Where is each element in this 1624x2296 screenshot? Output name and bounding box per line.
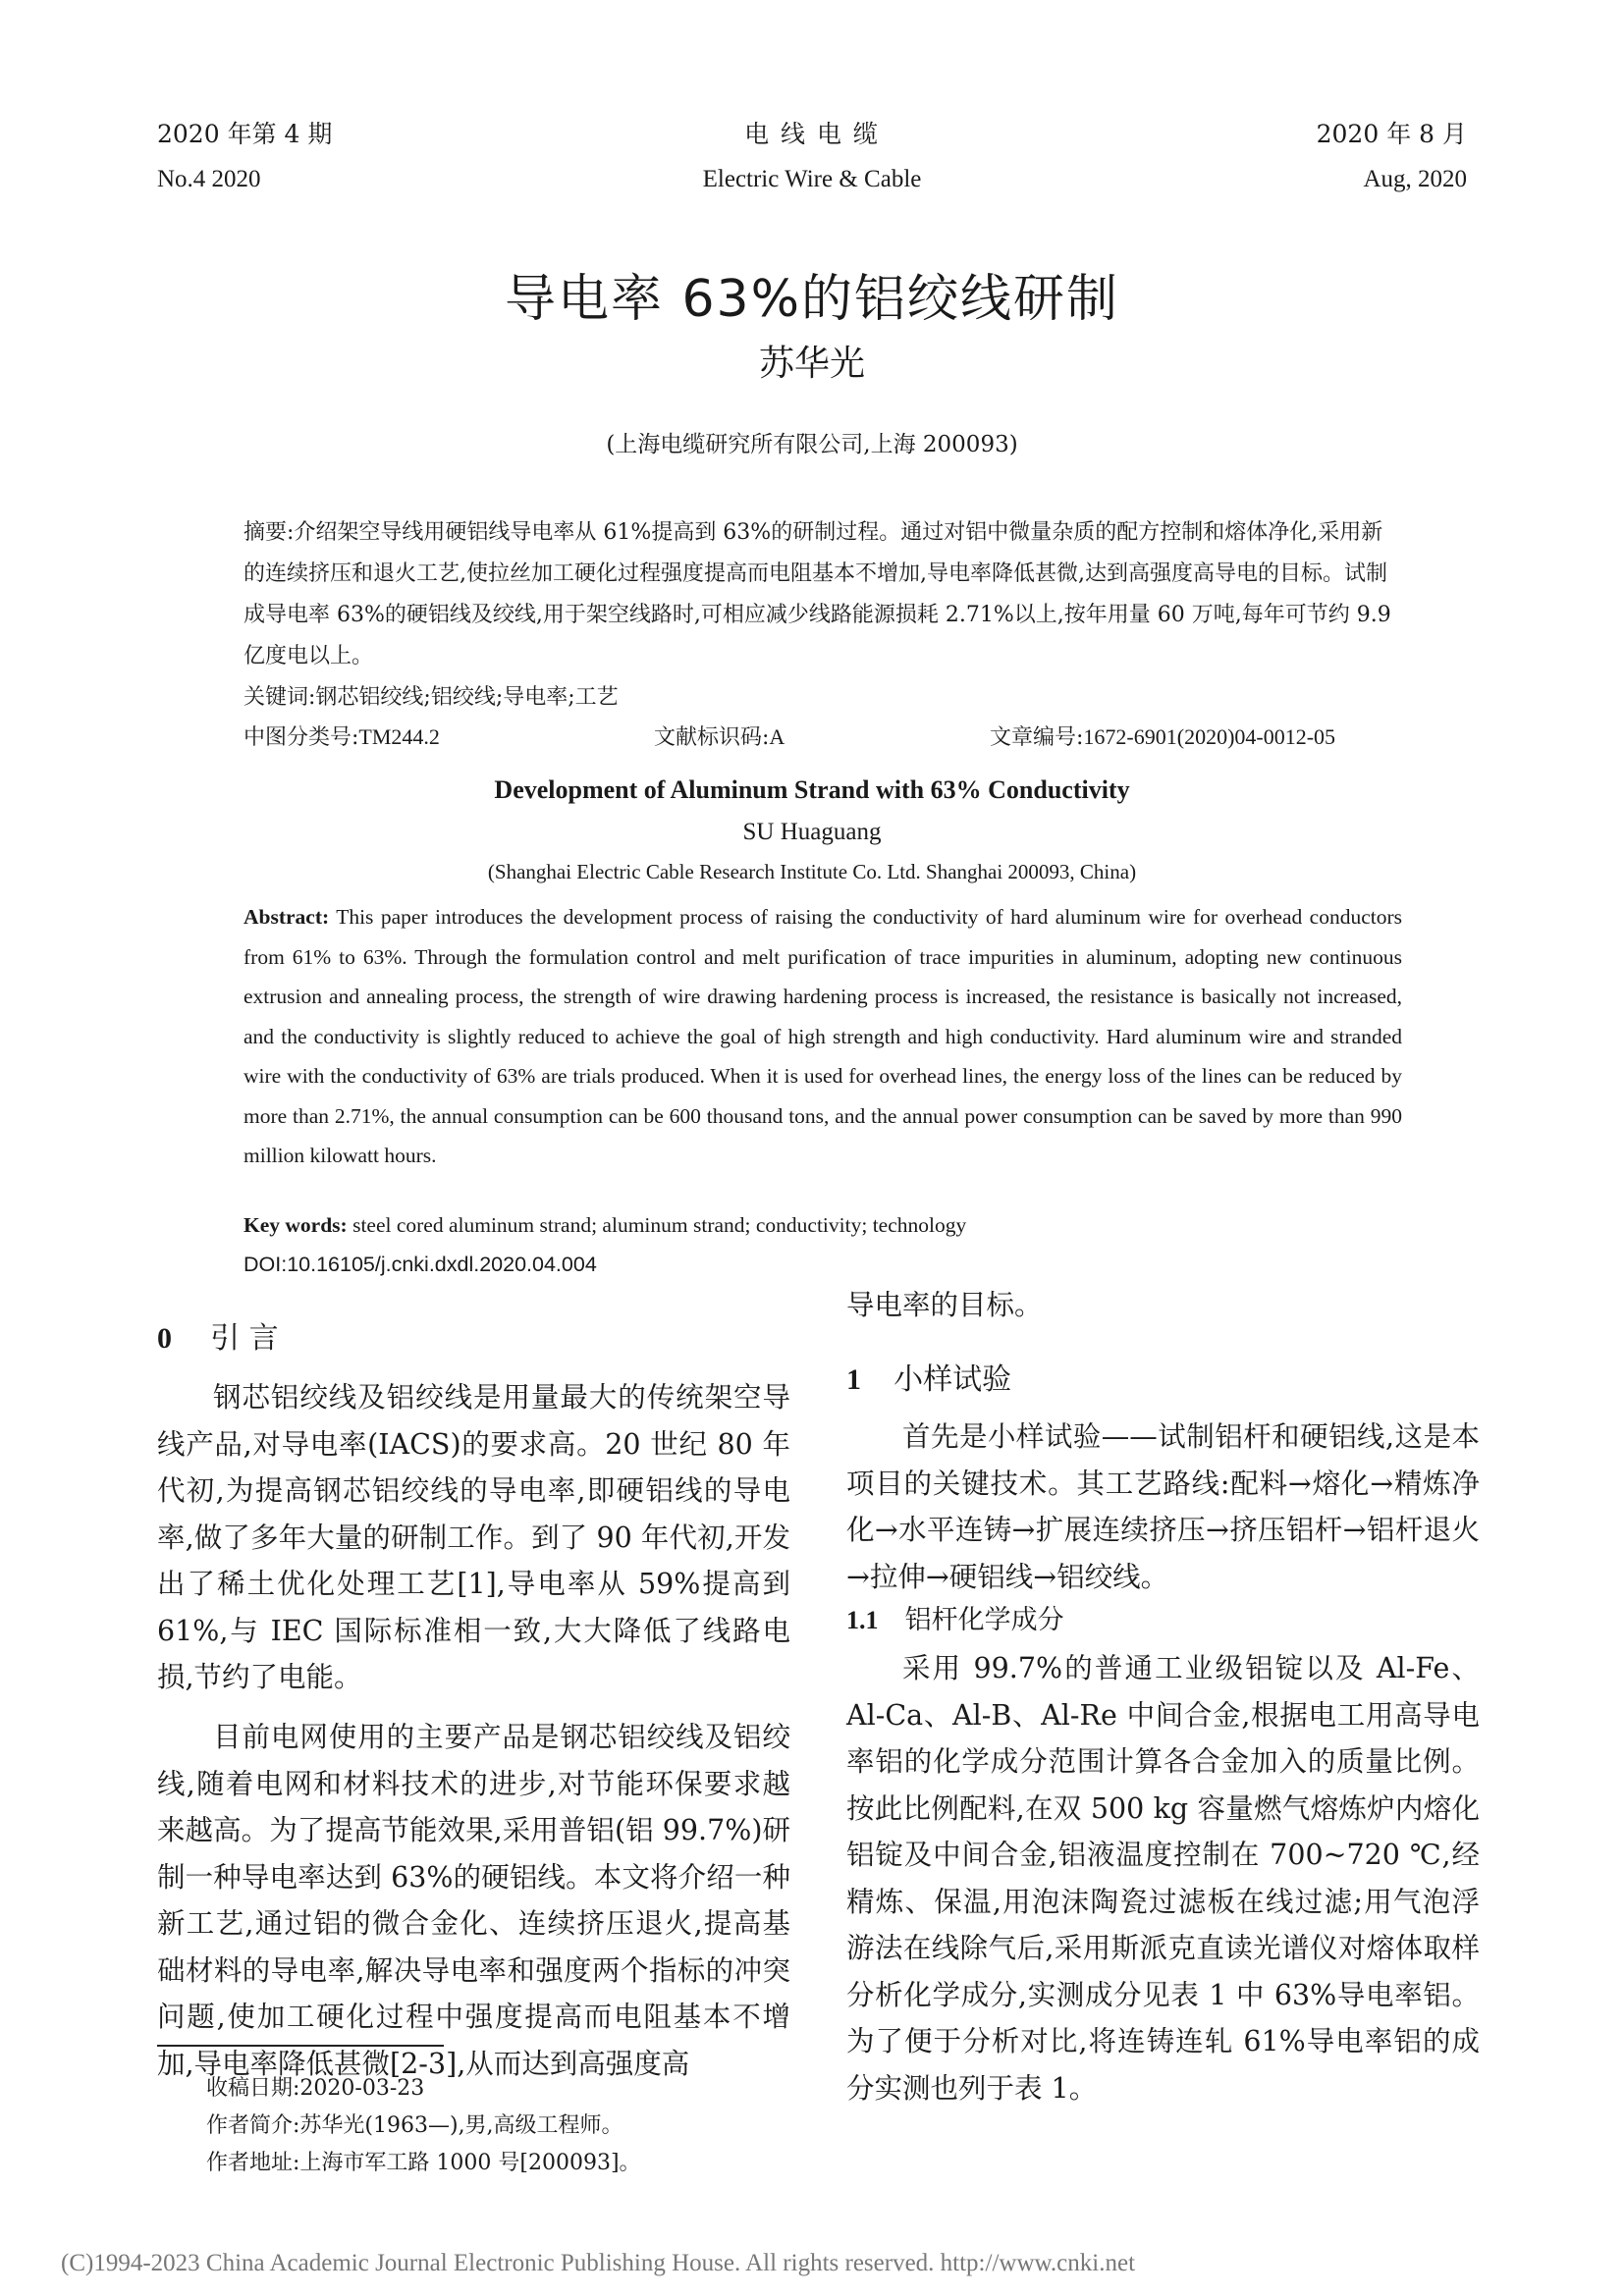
paper-title: 导电率 63%的铝绞线研制 xyxy=(504,270,1120,329)
en-keywords-text: steel cored aluminum strand; aluminum strand; conductivity; technology xyxy=(352,1213,967,1237)
section-1-number: 1 xyxy=(846,1363,861,1396)
en-keywords xyxy=(244,1213,966,1238)
article-number-value: 1672-6901(2020)04-0012-05 xyxy=(1083,724,1336,749)
section-0-paragraph-2: 目前电网使用的主要产品是钢芯铝绞线及铝绞线,随着电网和材料技术的进步,对节能环保要求越来越高。为了提高节能效果,采用普铝(铝 99.7%)研制一种导电率达到 63%的硬铝线。本文将介绍一种新工艺,通过铝的微合金化、连续挤压退火,提高基础材料的导电率,解决导电率和强度两个指标的冲突问题,使加工硬化过程中强度提高而电阻基本不增加,导电率降低甚微[2-3],从而达到高强度高 xyxy=(157,1721,790,2080)
clc-number xyxy=(244,717,440,759)
section-0-heading xyxy=(157,1313,279,1357)
header-date-cn: 2020 年 8 月 xyxy=(1316,120,1467,148)
footnote-received: 收稿日期:2020-03-23 xyxy=(206,2076,425,2101)
doi: DOI:10.16105/j.cnki.dxdl.2020.04.004 xyxy=(244,1253,597,1276)
section-0-continuation: 导电率的目标。 xyxy=(846,1289,1043,1321)
section-1-paragraph-1: 首先是小样试验——试制铝杆和硬铝线,这是本项目的关键技术。其工艺路线:配料→熔化→精炼净化→水平连铸→扩展连续挤压→挤压铝杆→铝杆退火→拉伸→硬铝线→铝绞线。 xyxy=(846,1420,1480,1593)
footnote-address: 作者地址:上海市军工路 1000 号[200093]。 xyxy=(206,2151,641,2175)
header-date-en: Aug, 2020 xyxy=(1363,166,1467,192)
cn-keywords-label: 关键词: xyxy=(244,685,316,710)
section-1-1-number: 1.1 xyxy=(846,1606,879,1634)
author-affiliation: (上海电缆研究所有限公司,上海 200093) xyxy=(606,432,1018,457)
en-abstract-label: Abstract: xyxy=(244,905,330,929)
section-1-1-heading xyxy=(846,1598,1064,1636)
doc-code-value: A xyxy=(769,724,785,749)
section-1-heading xyxy=(846,1355,1011,1398)
doc-code-label: 文献标识码: xyxy=(654,725,770,750)
en-author: SU Huaguang xyxy=(742,819,882,845)
en-affiliation: (Shanghai Electric Cable Research Institute Co. Ltd. Shanghai 200093, China) xyxy=(487,860,1137,883)
section-0-title: 引 言 xyxy=(210,1321,279,1356)
header-issue-cn: 2020 年第 4 期 xyxy=(157,120,333,148)
footnote-author-bio: 作者简介:苏华光(1963—),男,高级工程师。 xyxy=(206,2113,623,2138)
section-1-1-paragraph-1: 采用 99.7%的普通工业级铝锭以及 Al-Fe、Al-Ca、Al-B、Al-Re 中间合金,根据电工用高导电率铝的化学成分范围计算各合金加入的质量比例。按此比例配料,在双 500 kg 容量燃气熔炼炉内熔化铝锭及中间合金,铝液温度控制在 700~720 ℃,经精炼、保温,用泡沫陶瓷过滤板在线过滤;用气泡浮游法在线除气后,采用斯派克直读光谱仪对熔体取样分析化学成分,实测成分见表 1 中 63%导电率铝。为了便于分析对比,将连铸连轧 61%导电率铝的成分实测也列于表 1。 xyxy=(846,1652,1480,2105)
en-abstract xyxy=(244,897,1402,1176)
cn-keywords xyxy=(244,677,1402,719)
cn-abstract-text: 介绍架空导线用硬铝线导电率从 61%提高到 63%的研制过程。通过对铝中微量杂质的配方控制和熔体净化,采用新的连续挤压和退火工艺,使拉丝加工硬化过程强度提高而电阻基本不增加,导电率降低甚微,达到高强度高导电的目标。试制成导电率 63%的硬铝线及绞线,用于架空线路时,可相应减少线路能源损耗 2.71%以上,按年用量 60 万吨,每年可节约 9.9 亿度电以上。 xyxy=(244,520,1391,668)
article-number-label: 文章编号: xyxy=(990,725,1084,750)
header-issue-en: No.4 2020 xyxy=(157,166,261,192)
section-1-1-title: 铝杆化学成分 xyxy=(904,1605,1064,1635)
author-name: 苏华光 xyxy=(758,344,865,384)
copyright-notice: (C)1994-2023 China Academic Journal Electronic Publishing House. All rights reserved. http://www.cnki.net xyxy=(61,2250,1136,2276)
clc-value: TM244.2 xyxy=(358,724,440,749)
cn-abstract xyxy=(244,512,1402,677)
clc-label: 中图分类号: xyxy=(244,725,359,750)
section-0-paragraph-1: 钢芯铝绞线及铝绞线是用量最大的传统架空导线产品,对导电率(IACS)的要求高。20 世纪 80 年代初,为提高钢芯铝绞线的导电率,即硬铝线的导电率,做了多年大量的研制工作。到了 90 年代初,开发出了稀土优化处理工艺[1],导电率从 59%提高到 61%,与 IEC 国际标准相一致,大大降低了线路电损,节约了电能。 xyxy=(157,1381,790,1693)
en-keywords-label: Key words: xyxy=(244,1213,348,1237)
footnote-rule xyxy=(157,2045,444,2047)
en-abstract-text: This paper introduces the development process of raising the conductivity of hard aluminum wire for overhead conductors from 61% to 63%. Through the formulation control and melt purification of trace impurities in aluminum, adopting new continuous extrusion and annealing process, the strength of wire drawing hardening process is increased, the resistance is basically not increased, and the conductivity is slightly reduced to achieve the goal of high strength and high conductivity. Hard aluminum wire and stranded wire with the conductivity of 63% are trials produced. When it is used for overhead lines, the energy loss of the lines can be reduced by more than 2.71%, the annual consumption can be 600 thousand tons, and the annual power consumption can be saved by more than 990 million kilowatt hours. xyxy=(244,905,1402,1167)
doc-code xyxy=(654,717,785,759)
section-0-number: 0 xyxy=(157,1322,172,1355)
header-journal-cn: 电 线 电 缆 xyxy=(744,120,880,148)
cn-abstract-label: 摘要: xyxy=(244,520,295,545)
article-number xyxy=(990,717,1335,759)
cn-keywords-text: 钢芯铝绞线;铝绞线;导电率;工艺 xyxy=(315,685,619,710)
header-journal-en: Electric Wire & Cable xyxy=(702,166,922,192)
section-1-title: 小样试验 xyxy=(893,1362,1012,1397)
en-title: Development of Aluminum Strand with 63% Conductivity xyxy=(494,775,1130,804)
